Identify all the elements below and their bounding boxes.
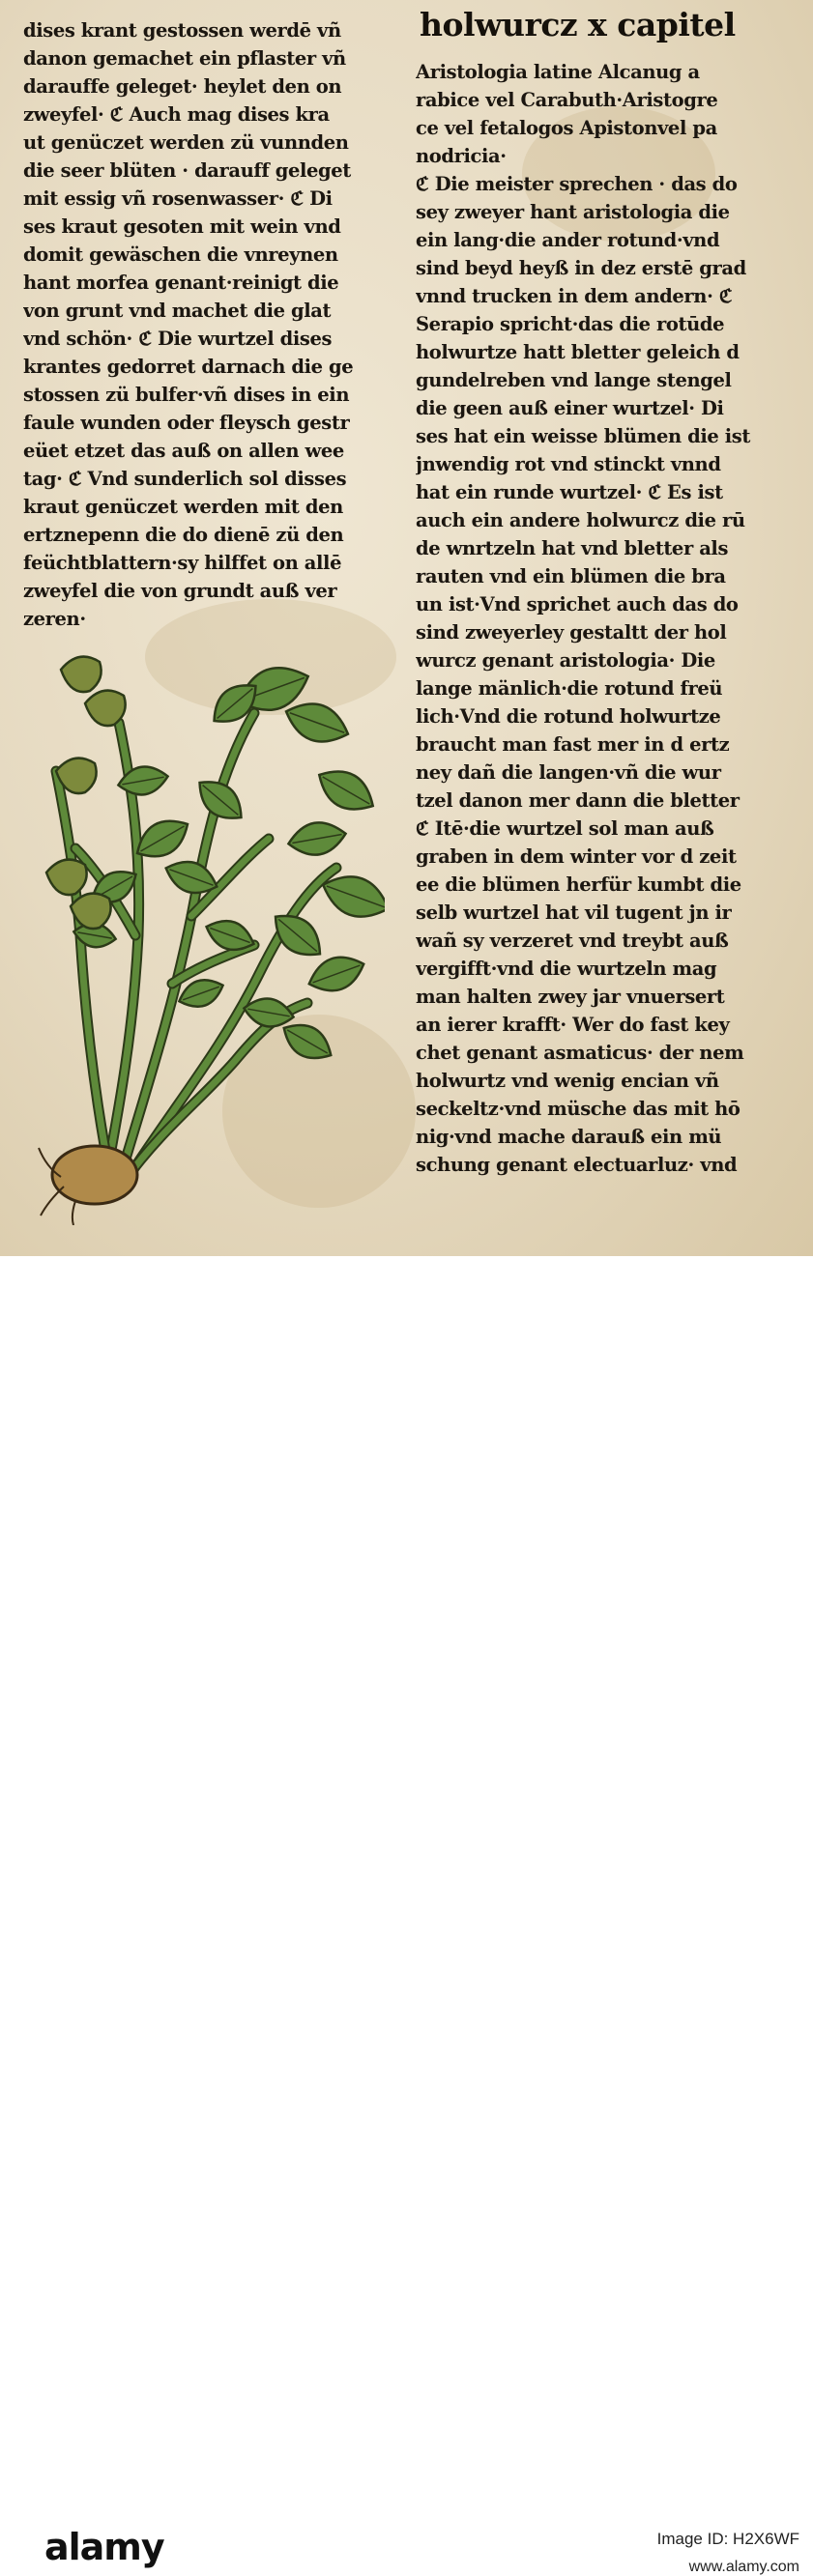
- text-line: vnnd trucken in dem andern· ℭ: [416, 285, 733, 307]
- text-line: wurcz genant aristologia· Die: [416, 649, 715, 672]
- text-line: ses hat ein weisse blümen die ist: [416, 425, 750, 447]
- text-line: Serapio spricht·das die rotūde: [416, 313, 725, 335]
- plant-flower: [85, 691, 126, 727]
- text-line: vergifft·vnd die wurtzeln mag: [416, 958, 717, 980]
- text-line: ℭ Die meister sprechen · das do: [416, 173, 738, 195]
- text-line: ee die blümen herfür kumbt die: [416, 873, 741, 896]
- text-line: faule wunden oder fleysch gestr: [23, 412, 350, 434]
- text-line: tzel danon mer dann die bletter: [416, 789, 740, 812]
- right-text-column: [416, 58, 783, 1179]
- chapter-heading: holwurcz x capitel: [420, 6, 736, 43]
- text-line: holwurtz vnd wenig encian vñ: [416, 1070, 719, 1092]
- text-line: ein lang·die ander rotund·vnd: [416, 229, 720, 251]
- text-line: selb wurtzel hat vil tugent jn ir: [416, 902, 732, 924]
- text-line: sind beyd heyß in dez erstē grad: [416, 257, 746, 279]
- alamy-logo: alamy: [44, 2526, 164, 2568]
- text-line: gundelreben vnd lange stengel: [416, 369, 732, 391]
- image-url-label: www.alamy.com: [688, 2559, 799, 2575]
- text-line: ney dañ die langen·vñ die wur: [416, 761, 721, 784]
- text-line: ertznepenn die do dienē zü den: [23, 524, 344, 546]
- text-line: dises krant gestossen werdē vñ: [23, 19, 341, 42]
- text-line: graben in dem winter vor d zeit: [416, 845, 737, 868]
- text-line: auch ein andere holwurcz die rū: [416, 509, 745, 531]
- text-line: de wnrtzeln hat vnd bletter als: [416, 537, 729, 559]
- text-line: tag· ℭ Vnd sunderlich sol disses: [23, 468, 347, 490]
- text-line: jnwendig rot vnd stinckt vnnd: [416, 453, 721, 475]
- text-line: von grunt vnd machet die glat: [23, 300, 332, 322]
- text-line: ses kraut gesoten mit wein vnd: [23, 215, 341, 238]
- watermark-bar: [0, 1256, 813, 2575]
- text-line: ut genüczet werden zü vunnden: [23, 131, 349, 154]
- plant-flower: [61, 657, 102, 693]
- book-page: [0, 0, 813, 1256]
- text-line: ce vel fetalogos Apistonvel pa: [416, 117, 717, 139]
- text-line: sind zweyerley gestaltt der hol: [416, 621, 727, 644]
- text-line: stossen zü bulfer·vñ dises in ein: [23, 384, 350, 406]
- text-line: krantes gedorret darnach die ge: [23, 356, 354, 378]
- text-line: danon gemachet ein pflaster vñ: [23, 47, 346, 70]
- text-line: man halten zwey jar vnuersert: [416, 986, 725, 1008]
- text-line: chet genant asmaticus· der nem: [416, 1042, 744, 1064]
- text-line: zeren·: [23, 608, 86, 630]
- text-line: wañ sy verzeret vnd treybt auß: [416, 930, 729, 952]
- plant-woodcut-illustration: [27, 645, 385, 1225]
- text-line: lange mänlich·die rotund freü: [416, 677, 723, 700]
- left-text-column: [23, 16, 389, 633]
- text-line: feüchtblattern·sy hilffet on allē: [23, 552, 342, 574]
- text-line: Aristologia latine Alcanug a: [416, 61, 700, 83]
- text-line: hant morfea genant·reinigt die: [23, 272, 339, 294]
- plant-root-bulb: [52, 1146, 137, 1204]
- text-line: kraut genüczet werden mit den: [23, 496, 343, 518]
- text-line: darauffe geleget· heylet den on: [23, 75, 342, 98]
- plant-stem: [56, 771, 112, 1187]
- text-line: an ierer krafft· Wer do fast key: [416, 1014, 730, 1036]
- image-id-label: Image ID: H2X6WF: [656, 2530, 799, 2548]
- text-line: mit essig vñ rosenwasser· ℭ Di: [23, 187, 333, 210]
- text-line: seckeltz·vnd müsche das mit hō: [416, 1098, 740, 1120]
- plant-flower: [46, 860, 87, 896]
- text-line: die geen auß einer wurtzel· Di: [416, 397, 724, 419]
- text-line: vnd schön· ℭ Die wurtzel dises: [23, 328, 333, 350]
- text-line: lich·Vnd die rotund holwurtze: [416, 705, 721, 728]
- text-line: zweyfel die von grundt auß ver: [23, 580, 337, 602]
- text-line: die seer blüten · darauff geleget: [23, 159, 351, 182]
- text-line: schung genant electuarluz· vnd: [416, 1154, 738, 1176]
- text-line: rabice vel Carabuth·Aristogre: [416, 89, 718, 111]
- text-line: domit gewäschen die vnreynen: [23, 243, 338, 266]
- text-line: un ist·Vnd sprichet auch das do: [416, 593, 739, 615]
- text-line: braucht man fast mer in d ertz: [416, 733, 730, 756]
- text-line: rauten vnd ein blümen die bra: [416, 565, 726, 587]
- text-line: zweyfel· ℭ Auch mag dises kra: [23, 103, 330, 126]
- text-line: eüet etzet das auß on allen wee: [23, 440, 344, 462]
- text-line: hat ein runde wurtzel· ℭ Es ist: [416, 481, 723, 503]
- text-line: nig·vnd mache darauß ein mü: [416, 1126, 722, 1148]
- text-line: nodricia·: [416, 145, 507, 167]
- text-line: sey zweyer hant aristologia die: [416, 201, 730, 223]
- text-line: ℭ Itē·die wurtzel sol man auß: [416, 817, 714, 840]
- text-line: holwurtze hatt bletter geleich d: [416, 341, 740, 363]
